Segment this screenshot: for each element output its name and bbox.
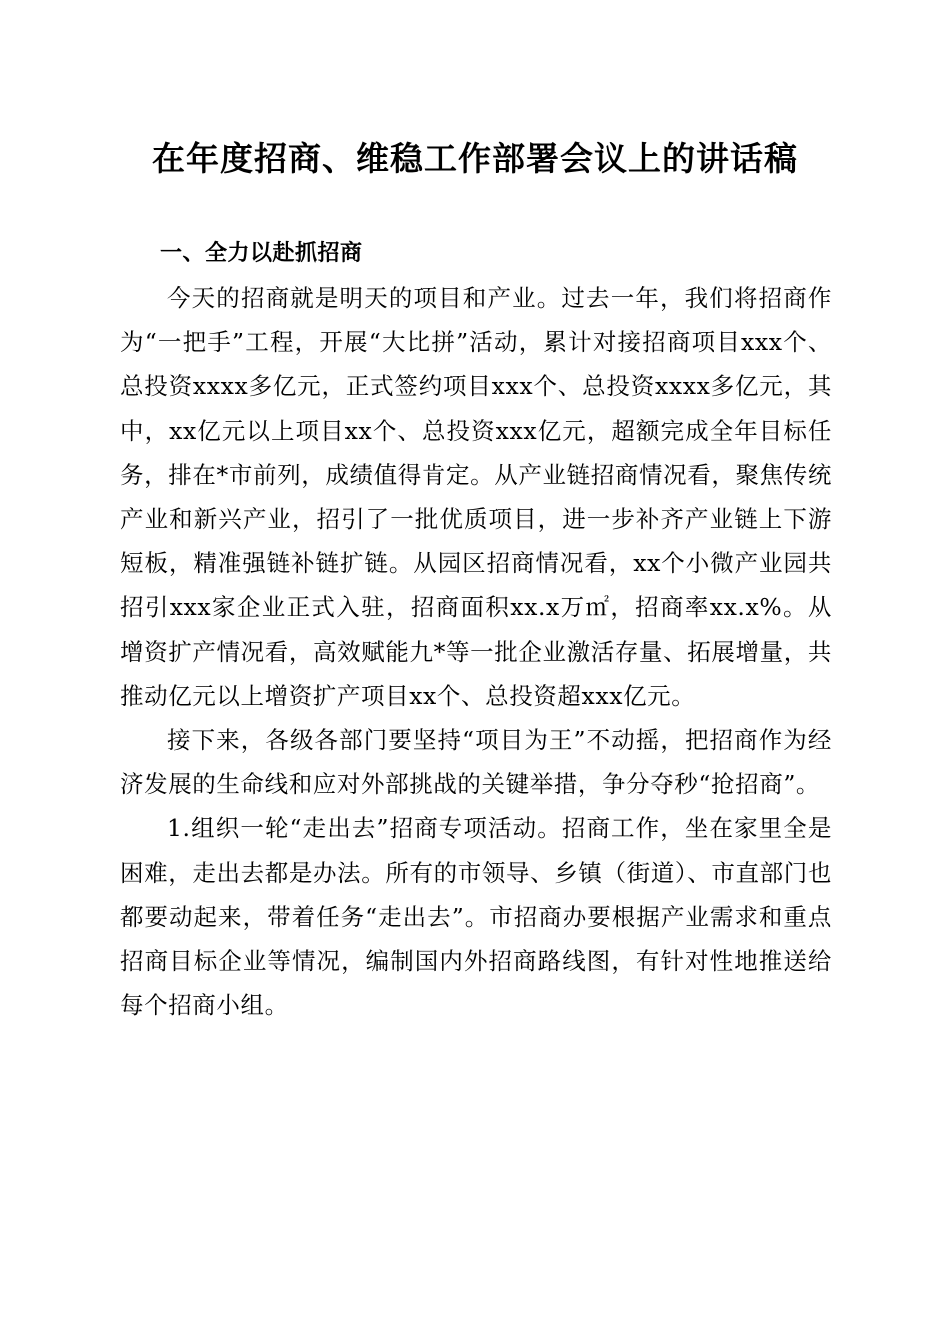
section-heading: 一、全力以赴抓招商: [160, 241, 363, 266]
document-body: [120, 232, 832, 1027]
body-paragraph-1: 今天的招商就是明天的项目和产业。过去一年，我们将招商作为“一把手”工程，开展“大比拼”活动，累计对接招商项目xxx个、总投资xxxx多亿元，正式签约项目xxx个、总投资xxxx多亿元，其中，xx亿元以上项目xx个、总投资xxx亿元，超额完成全年目标任务，排在*市前列，成绩值得肯定。从产业链招商情况看，聚焦传统产业和新兴产业，招引了一批优质项目，进一步补齐产业链上下游短板，精准强链补链扩链。从园区招商情况看，xx个小微产业园共招引xxx家企业正式入驻，招商面积xx.x万㎡，招商率xx.x%。从增资扩产情况看，高效赋能九*等一批企业激活存量、拓展增量，共推动亿元以上增资扩产项目xx个、总投资超xxx亿元。: [120, 284, 832, 710]
body-paragraph-3: 1.组织一轮“走出去”招商专项活动。招商工作，坐在家里全是困难，走出去都是办法。所有的市领导、乡镇（街道）、市直部门也都要动起来，带着任务“走出去”。市招商办要根据产业需求和重点招商目标企业等情况，编制国内外招商路线图，有针对性地推送给每个招商小组。: [120, 814, 832, 1020]
body-paragraph-2: 接下来，各级各部门要坚持“项目为王”不动摇，把招商作为经济发展的生命线和应对外部挑战的关键举措，争分夺秒“抢招商”。: [120, 726, 832, 799]
document-title: 在年度招商、维稳工作部署会议上的讲话稿: [152, 139, 798, 178]
